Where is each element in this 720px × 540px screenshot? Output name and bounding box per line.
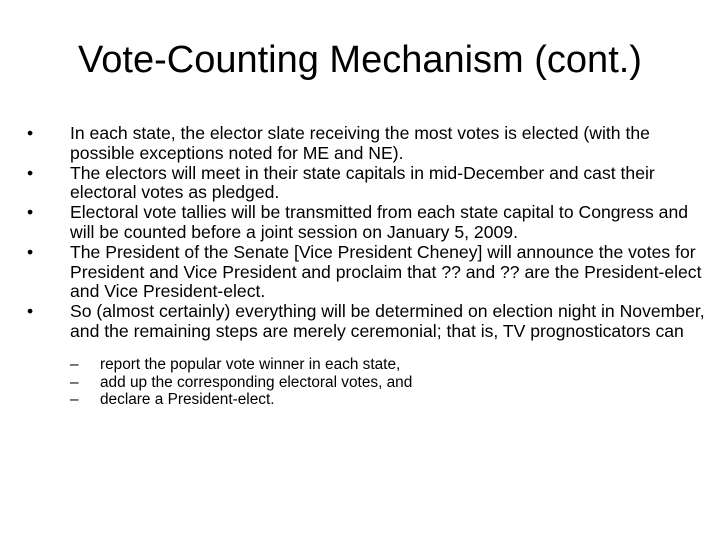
sub-bullet-item [70, 356, 706, 374]
bullet-item [26, 203, 706, 243]
bullet-text: The President of the Senate [Vice President Cheney] will announce the votes for President and Vice President and proclaim that ?? and ?? are the President-elect and Vice President-elect. [70, 241, 702, 302]
sub-bullet-text: add up the corresponding electoral votes, and [100, 373, 413, 391]
dash-icon: – [70, 391, 79, 409]
bullet-icon: • [27, 301, 34, 322]
bullet-item [26, 302, 706, 409]
sub-bullet-item [70, 374, 706, 392]
sub-bullet-item [70, 391, 706, 409]
bullet-text: So (almost certainly) everything will be determined on election night in November, and the remaining steps are merely ceremonial; that is, TV prognosticators can [70, 301, 705, 341]
bullet-item [26, 164, 706, 204]
dash-icon: – [70, 355, 79, 373]
bullet-icon: • [27, 202, 34, 223]
sub-bullet-text: report the popular vote winner in each state, [100, 355, 401, 373]
bullet-list [26, 124, 706, 409]
sub-bullet-list [70, 356, 706, 409]
dash-icon: – [70, 373, 79, 391]
bullet-icon: • [27, 123, 34, 143]
slide-title: Vote-Counting Mechanism (cont.) [78, 39, 642, 81]
bullet-icon: • [27, 162, 34, 183]
bullet-text: The electors will meet in their state capitals in mid-December and cast their electoral votes as pledged. [70, 162, 655, 203]
bullet-item [26, 243, 706, 302]
bullet-text: In each state, the elector slate receiving the most votes is elected (with the possible exceptions noted for ME and NE). [70, 123, 650, 163]
sub-bullet-text: declare a President-elect. [100, 391, 275, 409]
bullet-icon: • [27, 241, 34, 262]
bullet-text: Electoral vote tallies will be transmitted from each state capital to Congress and will be counted before a joint session on January 5, 2009. [70, 202, 689, 242]
bullet-item [26, 124, 706, 164]
